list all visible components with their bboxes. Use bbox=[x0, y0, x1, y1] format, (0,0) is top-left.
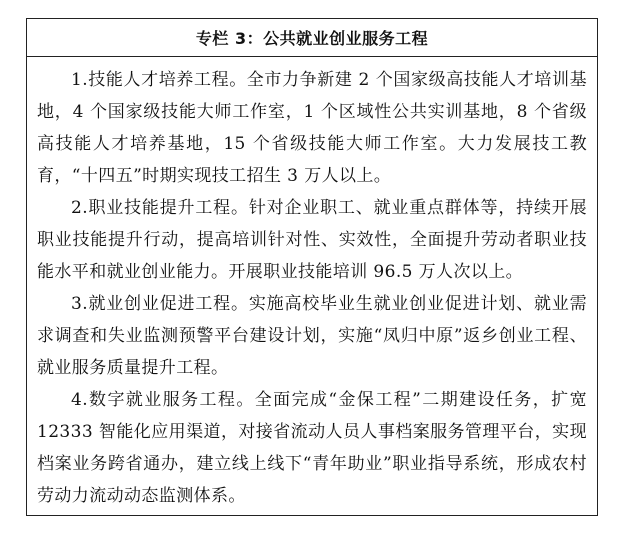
box-body bbox=[27, 57, 597, 515]
paragraph-skills-upgrade: 2.职业技能提升工程。针对企业职工、就业重点群体等，持续开展职业技能提升行动，提高培训针对性、实效性，全面提升劳动者职业技能水平和就业创业能力。开展职业技能培训 96.5 万人次以上。 bbox=[37, 198, 587, 282]
paragraph-skills-training: 1.技能人才培养工程。全市力争新建 2 个国家级高技能人才培训基地，4 个国家级技能大师工作室，1 个区域性公共实训基地，8 个省级高技能人才培养基地，15 个省级技能大师工作室。大力发展技工教育，“十四五”时期实现技工招生 3 万人以上。 bbox=[37, 70, 587, 186]
feature-box bbox=[26, 18, 598, 516]
paragraph-employment-promotion: 3.就业创业促进工程。实施高校毕业生就业创业促进计划、就业需求调查和失业监测预警平台建设计划，实施“凤归中原”返乡创业工程、就业服务质量提升工程。 bbox=[37, 294, 587, 378]
paragraph-digital-employment: 4.数字就业服务工程。全面完成“金保工程”二期建设任务，扩宽 12333 智能化应用渠道，对接省流动人员人事档案服务管理平台，实现档案业务跨省通办，建立线上线下“青年助业”职业指导系统，形成农村劳动力流动动态监测体系。 bbox=[37, 390, 587, 506]
box-title: 专栏 3：公共就业创业服务工程 bbox=[27, 19, 597, 57]
